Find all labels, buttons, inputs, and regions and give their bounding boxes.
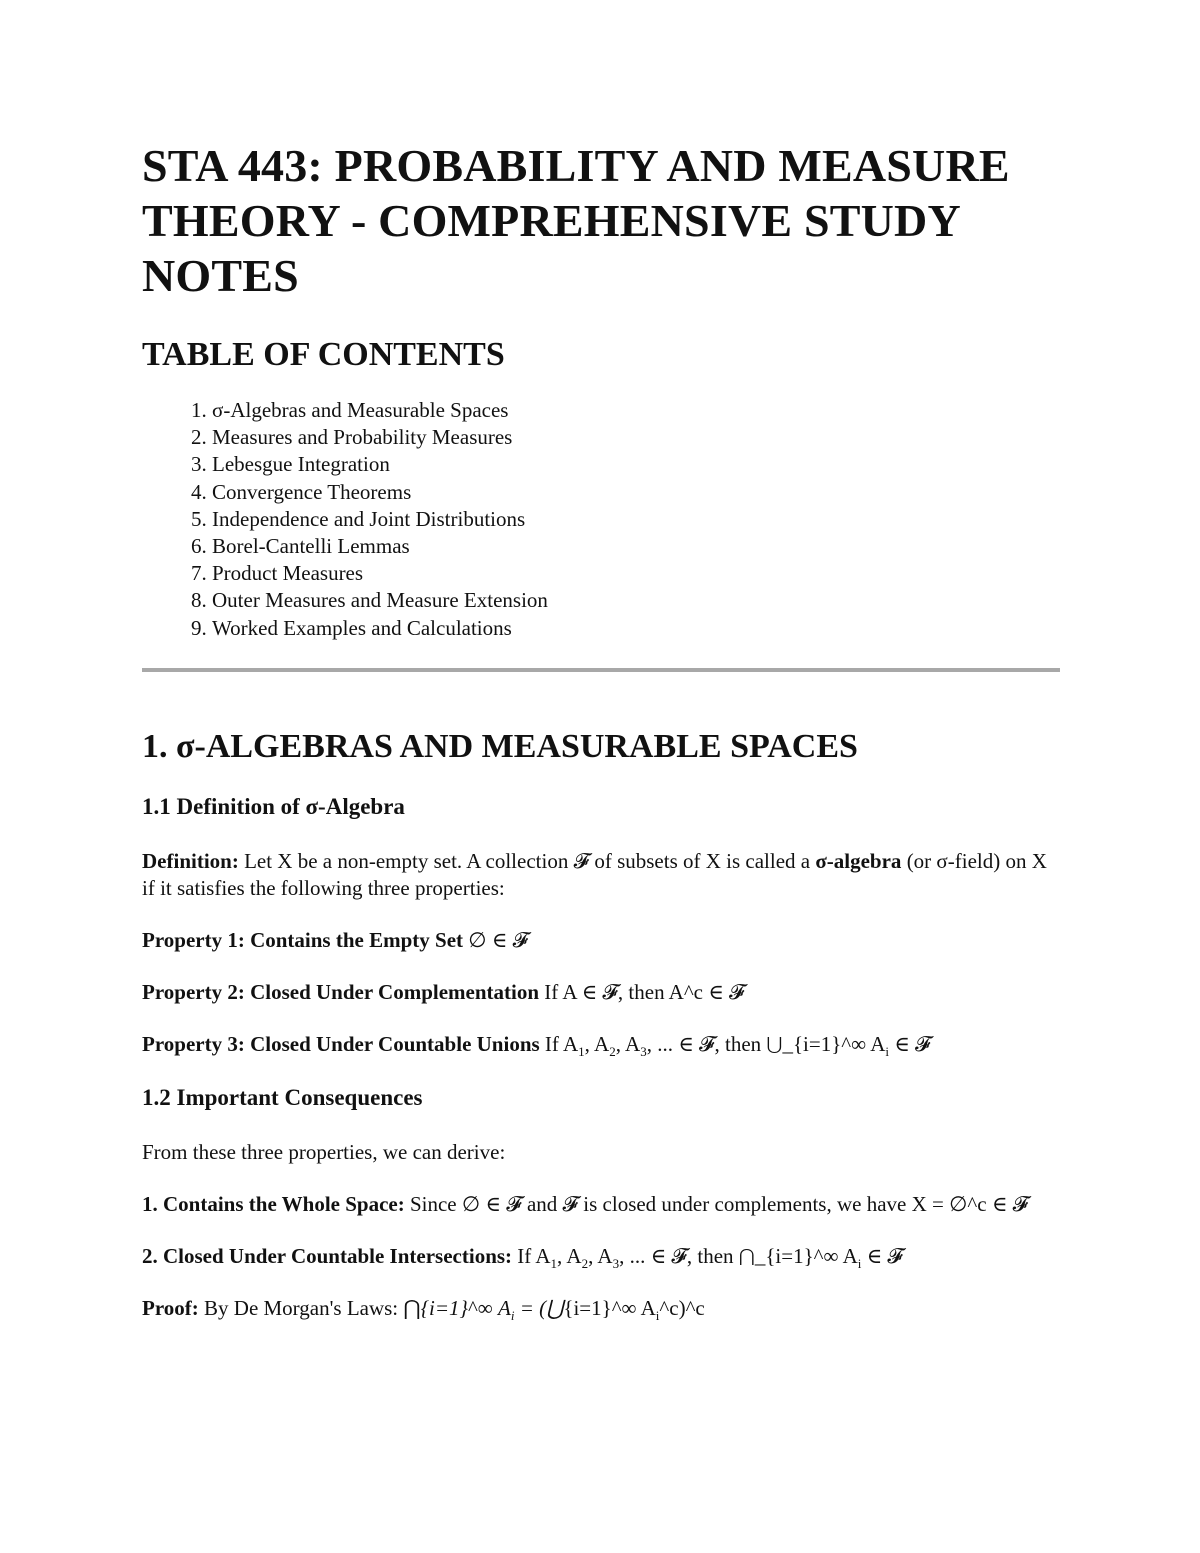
proof-text: ^∞	[467, 1295, 499, 1320]
toc-item: 4. Convergence Theorems	[212, 479, 1060, 506]
subscript: 1	[578, 1044, 585, 1060]
subscript: i	[857, 1256, 862, 1272]
property-3-text: , ... ∈ 𝓕, then ⋃_{i=1}^∞ A	[646, 1031, 886, 1056]
toc-item: 8. Outer Measures and Measure Extension	[212, 587, 1060, 614]
subscript: 2	[609, 1044, 616, 1060]
document-page	[142, 138, 1060, 1322]
toc-item: 2. Measures and Probability Measures	[212, 424, 1060, 451]
proof-text: By De Morgan's Laws: ⋂	[198, 1295, 421, 1320]
subscript: 3	[640, 1044, 647, 1060]
consequences-intro: From these three properties, we can derive:	[142, 1139, 506, 1164]
consequence-2-text: , A	[557, 1243, 582, 1268]
document-title: STA 443: PROBABILITY AND MEASURE THEORY - COMPREHENSIVE STUDY NOTES	[142, 140, 1010, 301]
property-1-text: ∅ ∈ 𝓕	[463, 927, 529, 952]
property-3-name: Closed Under Countable Unions	[250, 1031, 540, 1056]
property-2	[142, 979, 1060, 1006]
property-2-text: If A ∈ 𝓕, then A^c ∈ 𝓕	[539, 979, 745, 1004]
toc-item: 7. Product Measures	[212, 560, 1060, 587]
proof-text-italic: {i=1}	[420, 1295, 468, 1320]
subscript: i	[510, 1308, 515, 1324]
toc-item: 5. Independence and Joint Distributions	[212, 506, 1060, 533]
property-1	[142, 927, 1060, 954]
property-2-name: Closed Under Complementation	[250, 979, 540, 1004]
proof-paragraph	[142, 1295, 1060, 1322]
subscript: 2	[581, 1256, 589, 1272]
section-1-heading: 1. σ-ALGEBRAS AND MEASURABLE SPACES	[142, 727, 858, 765]
section-divider	[142, 668, 1060, 672]
consequence-2-text: ∈ 𝓕	[861, 1243, 903, 1268]
proof-text: ^c)^c	[659, 1295, 705, 1320]
proof-text-italic: = (⋃	[514, 1295, 564, 1320]
property-3-text: , A	[584, 1031, 610, 1056]
definition-text-2: (or σ-field) on X if it satisfies the following three properties:	[142, 848, 1047, 900]
property-3-label: Property 3:	[142, 1031, 245, 1056]
property-3	[142, 1031, 1060, 1058]
property-1-label: Property 1:	[142, 927, 245, 952]
subsection-1-1-heading: 1.1 Definition of σ-Algebra	[142, 793, 405, 819]
definition-text-1: Let X be a non-empty set. A collection 𝓕 of subsets of X is called a	[238, 848, 816, 873]
consequence-2-text: , A	[588, 1243, 613, 1268]
definition-paragraph	[142, 848, 1060, 902]
proof-label: Proof:	[142, 1295, 199, 1320]
consequence-1-label: 1. Contains the Whole Space:	[142, 1191, 405, 1216]
property-1-name: Contains the Empty Set	[250, 927, 464, 952]
table-of-contents	[142, 397, 1060, 642]
consequence-2	[142, 1243, 1060, 1270]
property-3-text: ∈ 𝓕	[889, 1031, 931, 1056]
toc-item: 6. Borel-Cantelli Lemmas	[212, 533, 1060, 560]
toc-heading: TABLE OF CONTENTS	[142, 336, 505, 373]
property-3-text: , A	[615, 1031, 641, 1056]
property-3-text: If A	[539, 1031, 579, 1056]
subscript: 1	[550, 1256, 558, 1272]
subscript: i	[885, 1044, 889, 1060]
subsection-1-2-heading: 1.2 Important Consequences	[142, 1084, 423, 1110]
definition-term: σ-algebra	[815, 848, 902, 873]
toc-item: 9. Worked Examples and Calculations	[212, 615, 1060, 642]
subscript: i	[655, 1308, 660, 1324]
property-2-label: Property 2:	[142, 979, 245, 1004]
consequence-1-text: Since ∅ ∈ 𝓕 and 𝓕 is closed under complements, we have X = ∅^c ∈ 𝓕	[404, 1191, 1029, 1216]
proof-text: {i=1}^∞ A	[563, 1295, 656, 1320]
consequence-2-text: If A	[512, 1243, 551, 1268]
consequence-2-label: 2. Closed Under Countable Intersections:	[142, 1243, 513, 1268]
proof-text-italic: A	[498, 1295, 511, 1320]
consequence-2-text: , ... ∈ 𝓕, then ⋂_{i=1}^∞ A	[619, 1243, 858, 1268]
definition-label: Definition:	[142, 848, 239, 873]
toc-item: 3. Lebesgue Integration	[212, 451, 1060, 478]
toc-item: 1. σ-Algebras and Measurable Spaces	[212, 397, 1060, 424]
consequence-1	[142, 1191, 1060, 1218]
subscript: 3	[612, 1256, 620, 1272]
